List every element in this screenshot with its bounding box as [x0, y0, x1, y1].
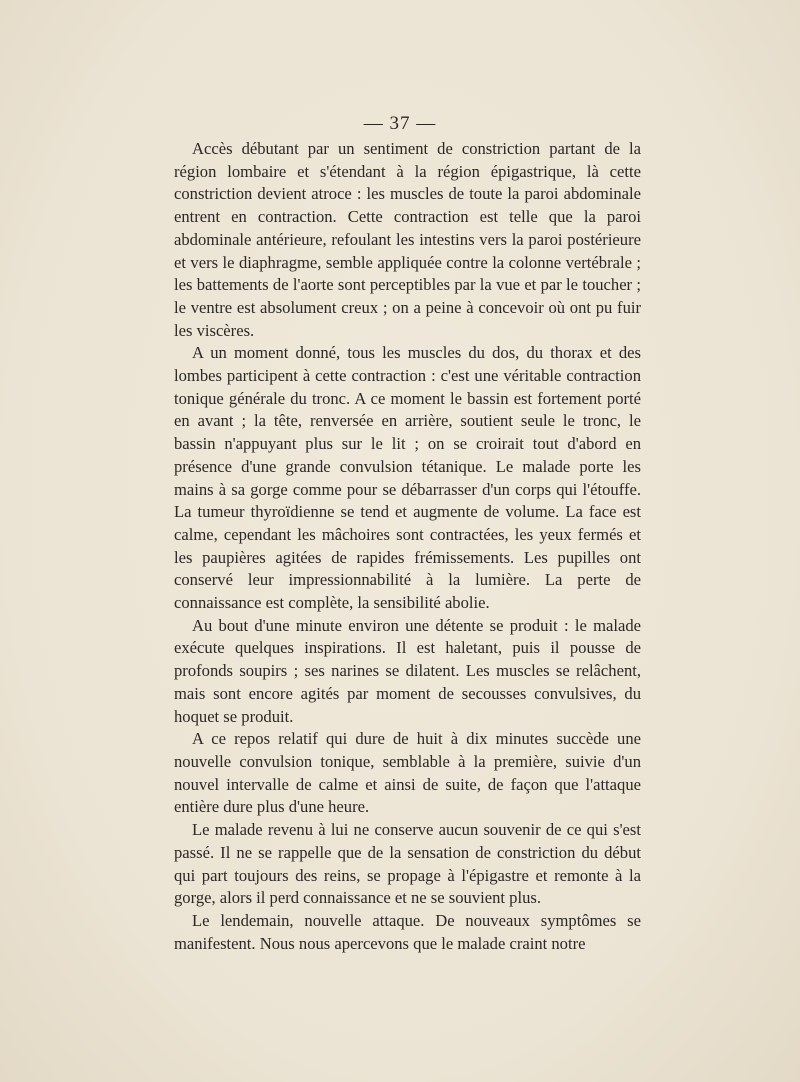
- body-text: [174, 138, 641, 955]
- paragraph: Au bout d'une minute environ une détente se produit : le malade exécute quelques inspirations. Il est haletant, puis il pousse de profonds soupirs ; ses narines se dilatent. Les muscles se relâchent, mais sont encore agités par moment de secousses convulsives, du hoquet se produit.: [174, 615, 641, 726]
- paragraph: Le lendemain, nouvelle attaque. De nouveaux symptômes se manifestent. Nous nous apercevons que le malade craint notre: [174, 910, 641, 953]
- paragraph: Accès débutant par un sentiment de constriction partant de la région lombaire et s'étendant à la région épigastrique, là cette constriction devient atroce : les muscles de toute la paroi abdominale entrent en contraction. Cette contraction est telle que la paroi abdominale antérieure, refoulant les intestins vers la paroi postérieure et vers le diaphragme, semble appliquée contre la colonne vertébrale ; les battements de l'aorte sont perceptibles par la vue et par le toucher ; le ventre est absolument creux ; on a peine à concevoir où ont pu fuir les viscères.: [174, 139, 641, 340]
- page-number: — 37 —: [363, 113, 437, 134]
- paragraph: A un moment donné, tous les muscles du dos, du thorax et des lombes participent à cette contraction : c'est une véritable contraction tonique générale du tronc. A ce moment le bassin est fortement porté en avant ; la tête, renversée en arrière, soutient seule le tronc, le bassin n'appuyant plus sur le lit ; on se croirait tout d'abord en présence d'une grande convulsion tétanique. Le malade porte les mains à sa gorge comme pour se débarrasser d'un corps qui l'étouffe. La tumeur thyroïdienne se tend et augmente de volume. La face est calme, cependant les mâchoires sont contractées, les yeux fermés et les paupières agitées de rapides frémissements. Les pupilles ont conservé leur impressionnabilité à la lumière. La perte de connaissance est complète, la sensibilité abolie.: [174, 343, 641, 613]
- paragraph: A ce repos relatif qui dure de huit à dix minutes succède une nouvelle convulsion tonique, semblable à la première, suivie d'un nouvel intervalle de calme et ainsi de suite, de façon que l'attaque entière dure plus d'une heure.: [174, 729, 641, 817]
- paragraph: Le malade revenu à lui ne conserve aucun souvenir de ce qui s'est passé. Il ne se rappelle que de la sensation de constriction du début qui part toujours des reins, se propage à l'épigastre et remonte à la gorge, alors il perd connaissance et ne se souvient plus.: [174, 820, 641, 908]
